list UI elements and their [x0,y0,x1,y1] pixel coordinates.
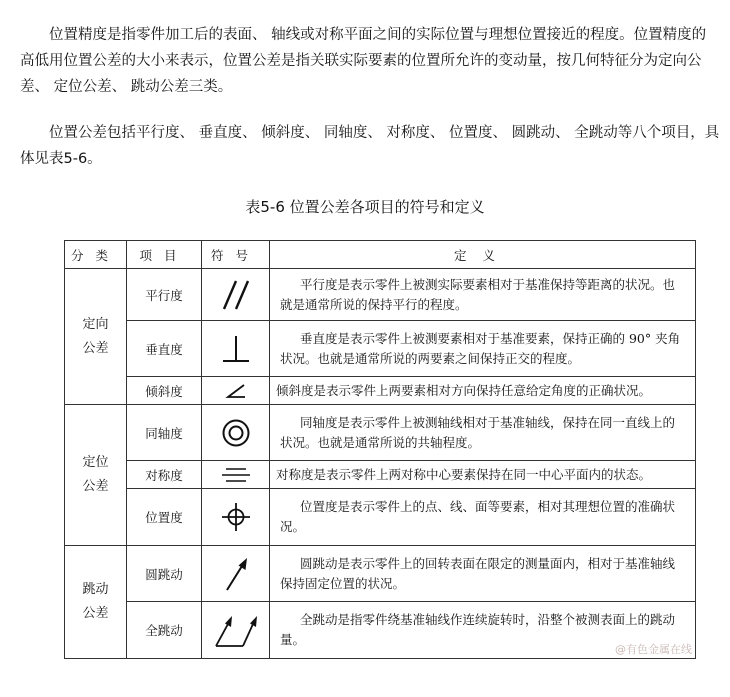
definition-cell: 平行度是表示零件上被测实际要素相对于基准保持等距离的状况。也就是通常所说的保持平行的程度。 [270,269,696,321]
symmetry-icon [216,464,256,486]
header-symbol: 符号 [202,241,270,269]
definition-cell: 倾斜度是表示零件上两要素相对方向保持任意给定角度的正确状况。 [270,377,696,405]
position-icon [216,499,256,535]
table-row [65,489,696,546]
table-row [65,546,696,602]
header-item: 项目 [127,241,202,269]
symbol-cell [202,546,270,602]
table-row [65,377,696,405]
item-label: 垂直度 [127,321,202,377]
symbol-cell [202,321,270,377]
definition-cell: 圆跳动是表示零件上的回转表面在限定的测量面内，相对于基准轴线保持固定位置的状况。 [270,546,696,602]
intro-paragraph-1: 位置精度是指零件加工后的表面、 轴线或对称平面之间的实际位置与理想位置接近的程度。位置精度的高低用位置公差的大小来表示，位置公差是指关联实际要素的位置所允许的变动量，按几何特征分为定向公差、 定位公差、 跳动公差三类。 [20,27,707,95]
table-row [65,269,696,321]
definition-cell: 同轴度是表示零件上被测轴线相对于基准轴线，保持在同一直线上的状况。也就是通常所说的共轴程度。 [270,405,696,461]
category-orientation: 定向 公差 [65,269,127,405]
category-runout: 跳动 公差 [65,546,127,659]
perpendicularity-icon [216,331,256,367]
item-label: 圆跳动 [127,546,202,602]
header-category: 分类 [65,241,127,269]
symbol-cell [202,489,270,546]
watermark: @有色金属在线 [615,643,692,656]
item-label: 位置度 [127,489,202,546]
symbol-cell [202,461,270,489]
category-location: 定位 公差 [65,405,127,546]
concentricity-icon [216,415,256,451]
item-label: 全跳动 [127,602,202,659]
intro-paragraph-2: 位置公差包括平行度、 垂直度、 倾斜度、 同轴度、 对称度、 位置度、 圆跳动、 全跳动等八个项目，具体见表5-6。 [20,125,720,167]
table-row [65,602,696,659]
definition-cell: 对称度是表示零件上两对称中心要素保持在同一中心平面内的状态。 [270,461,696,489]
symbol-cell [202,602,270,659]
symbol-cell [202,269,270,321]
table-row [65,321,696,377]
angularity-icon [216,380,256,402]
item-label: 对称度 [127,461,202,489]
symbol-cell [202,377,270,405]
circular-runout-icon [216,554,256,594]
total-runout-icon [209,610,263,650]
table-caption: 表5-6 位置公差各项目的符号和定义 [245,198,485,216]
definition-cell: 垂直度是表示零件上被测要素相对于基准要素，保持正确的 90° 夹角状况。也就是通常所说的两要素之间保持正交的程度。 [270,321,696,377]
table-header-row [65,241,696,269]
definition-cell: 位置度是表示零件上的点、线、面等要素，相对其理想位置的准确状况。 [270,489,696,546]
table-row [65,461,696,489]
header-definition: 定义 [270,241,696,269]
parallelism-icon [216,277,256,313]
tolerance-table [64,240,696,659]
item-label: 同轴度 [127,405,202,461]
symbol-cell [202,405,270,461]
item-label: 倾斜度 [127,377,202,405]
item-label: 平行度 [127,269,202,321]
definition-cell: 全跳动是指零件绕基准轴线作连续旋转时，沿整个被测表面上的跳动量。 [270,602,696,659]
table-row [65,405,696,461]
